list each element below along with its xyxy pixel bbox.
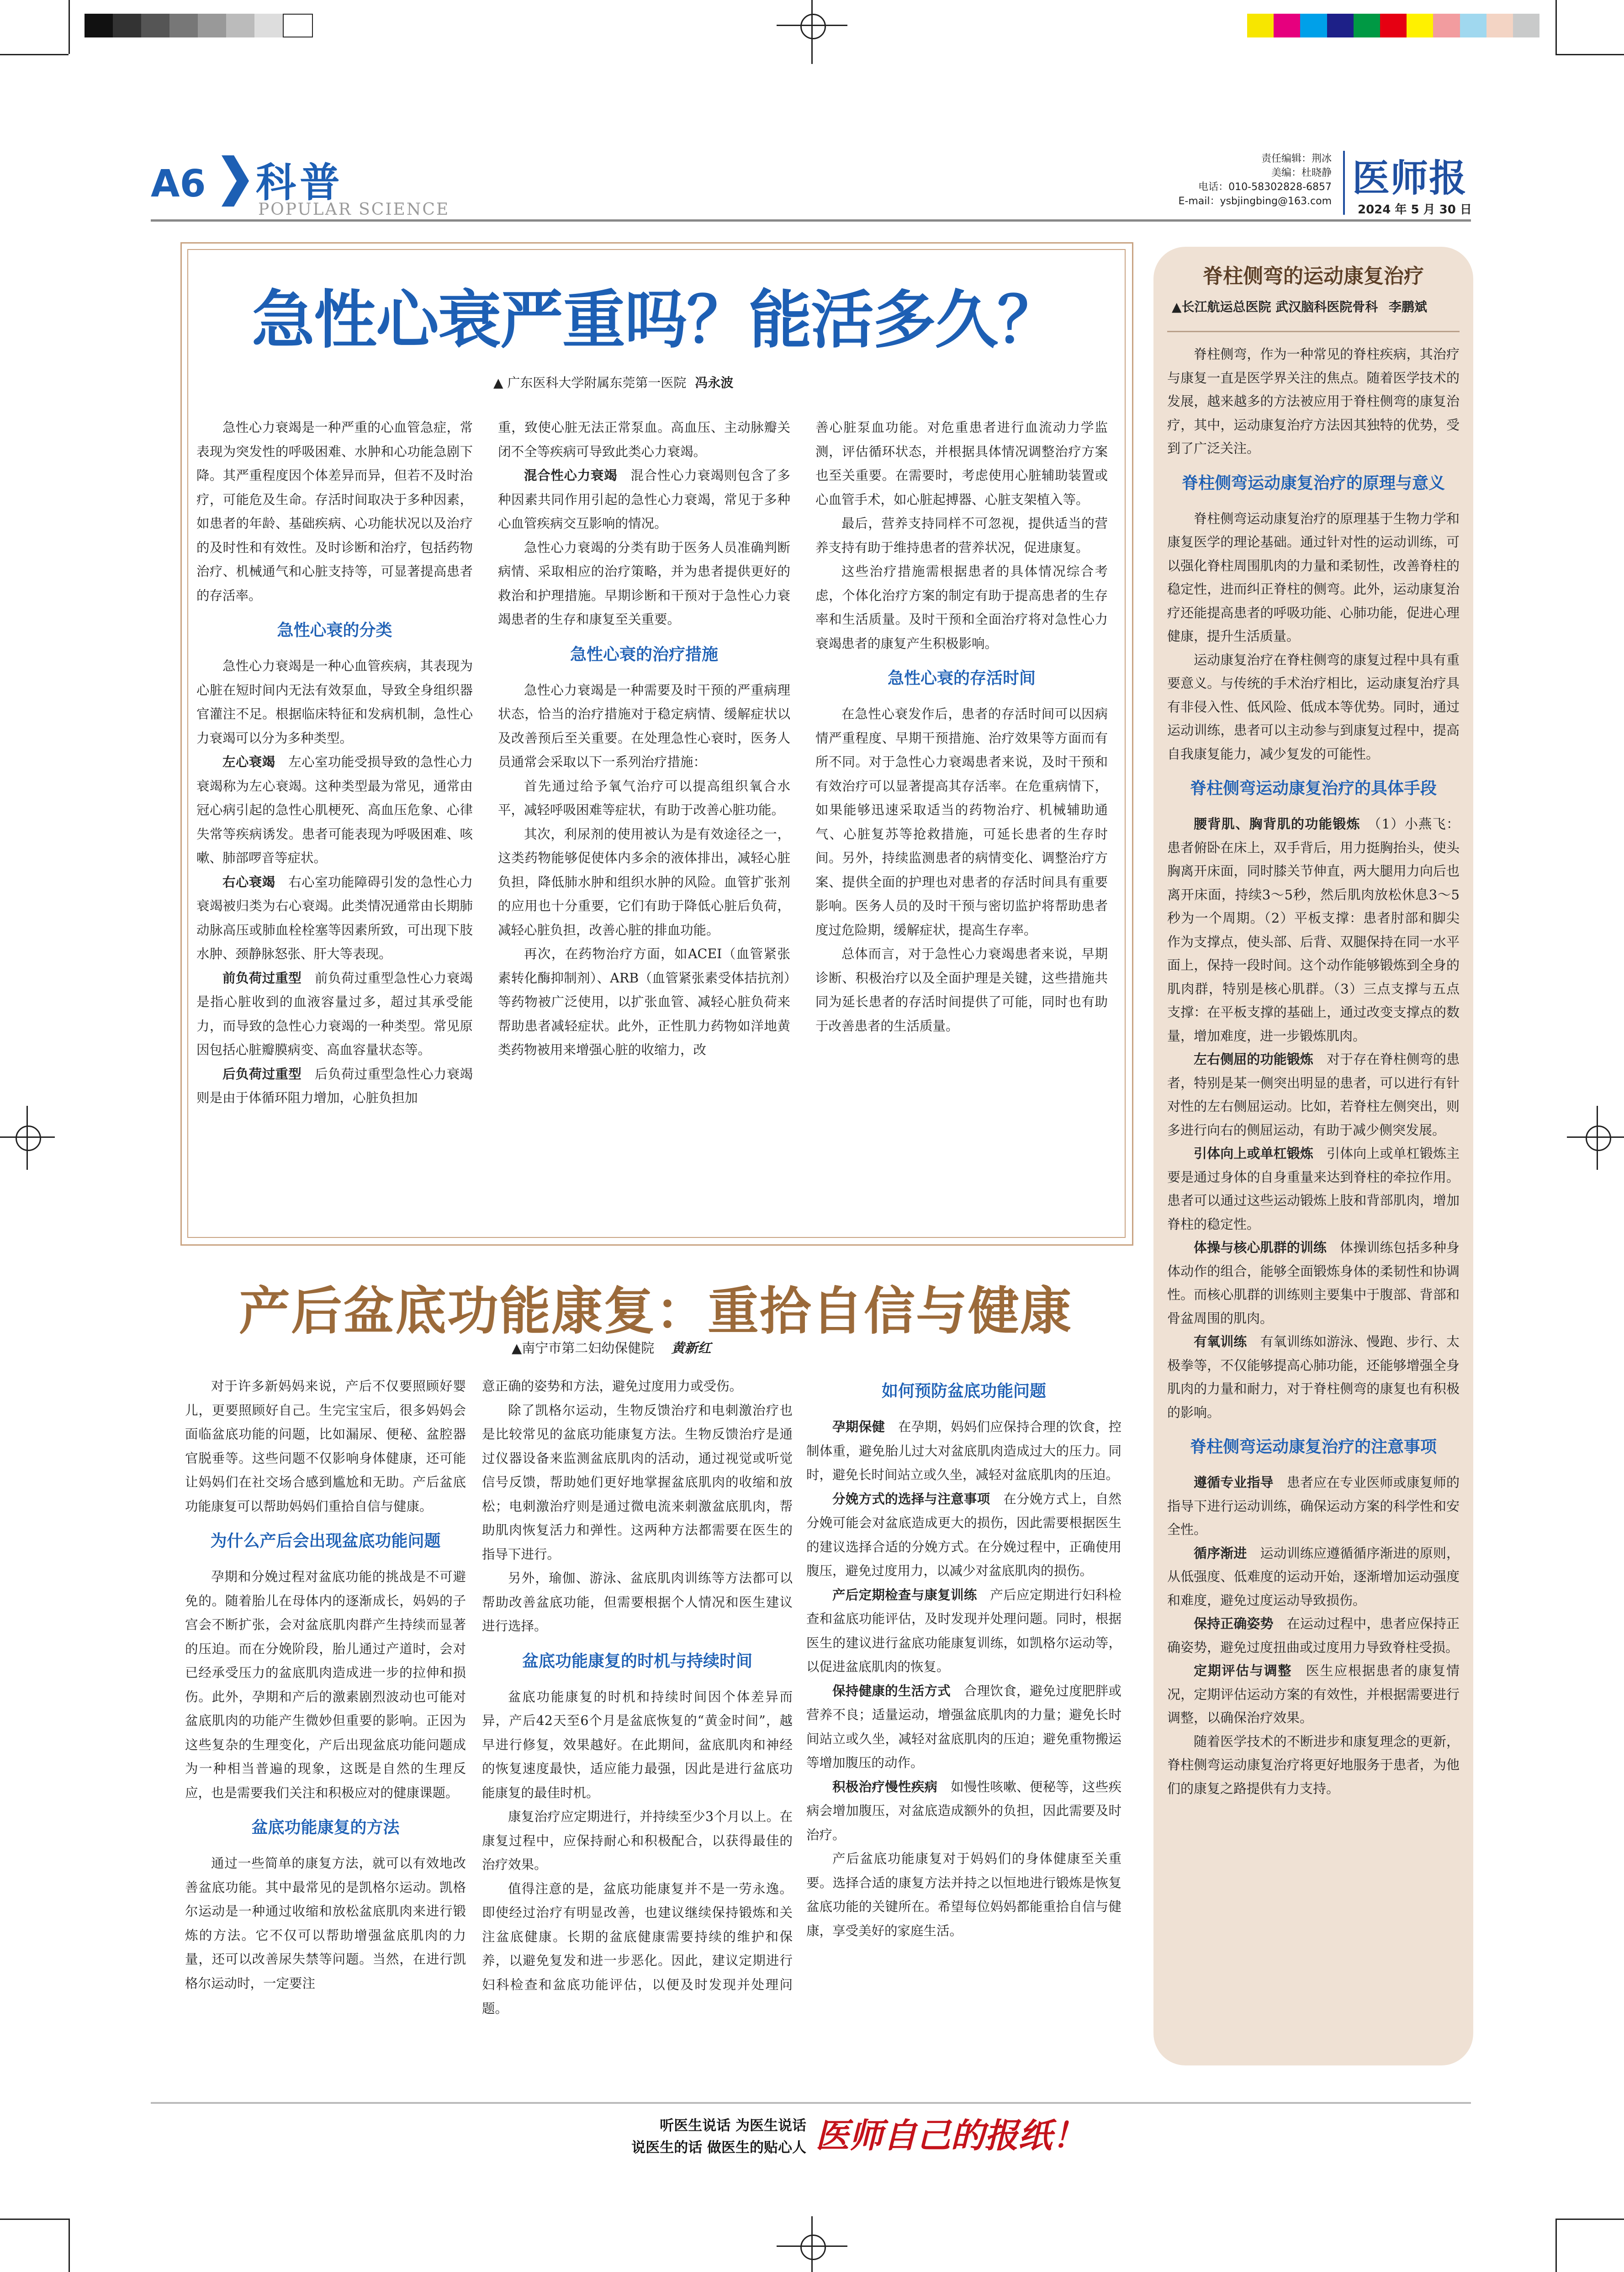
paragraph-text: 总体而言，对于急性心力衰竭患者来说，早期诊断、积极治疗以及全面护理是关键，这些措施共同为延长患者的存活时间提供了可能，同时也有助于改善患者的生活质量。 [815, 946, 1108, 1034]
article1-byline [493, 373, 733, 391]
paragraph [806, 1679, 1121, 1775]
paragraph [482, 1375, 793, 1399]
paragraph-text: 对于许多新妈妈来说，产后不仅要照顾好婴儿，更要照顾好自己。生完宝宝后，很多妈妈会面临盆底功能的问题，比如漏尿、便秘、盆腔器官脱垂等。这些问题不仅影响身体健康，还可能让妈妈们在社交场合感到尴尬和无助。产后盆底功能康复可以帮助妈妈们重拾自信与健康。 [185, 1379, 466, 1514]
paragraph-text: 在孕期，妈妈们应保持合理的饮食，控制体重，避免胎儿过大对盆底肌肉造成过大的压力。同时，避免长时间站立或久坐，减轻对盆底肌肉的压迫。 [806, 1419, 1121, 1482]
section-heading: 脊柱侧弯运动康复治疗的注意事项 [1190, 1438, 1437, 1456]
paragraph [1167, 1542, 1460, 1613]
paragraph [1167, 648, 1460, 766]
article1-byline-org: ▲ 广东医科大学附属东莞第一医院 [493, 375, 687, 390]
paragraph [498, 775, 790, 823]
paragraph-text: 如慢性咳嗽、便秘等，这些疾病会增加腹压，对盆底造成额外的负担，因此需要及时治疗。 [806, 1779, 1121, 1842]
paragraph-lead: 保持正确姿势 [1194, 1616, 1274, 1631]
paragraph [806, 1415, 1121, 1487]
footer-slogan-2: 说医生的话 做医生的贴心人 [631, 2139, 806, 2156]
paragraph-text: 急性心力衰竭是一种需要及时干预的严重病理状态，恰当的治疗措施对于稳定病情、缓解症状以及改善预后至关重要。在处理急性心衰时，医务人员通常会采取以下一系列治疗措施： [498, 682, 790, 770]
paragraph-text: 在急性心衰发作后，患者的存活时间可以因病情严重程度、早期干预措施、治疗效果等方面而有所不同。对于急性心力衰竭患者来说，及时干预和有效治疗可以显著提高其存活率。在危重病情下，如果能够迅速采取适当的药物治疗、机械辅助通气、心脏复苏等抢救措施，可延长患者的生存时间。另外，持续监测患者的病情变化、调整治疗方案、提供全面的护理也对患者的存活时间具有重要影响。医务人员的及时干预与密切监护将帮助患者度过危险期，缓解症状，提高生存率。 [815, 706, 1108, 938]
paragraph [1167, 1330, 1460, 1424]
sidebar-author: 李鹏斌 [1389, 299, 1428, 314]
paragraph-lead: 分娩方式的选择与注意事项 [832, 1491, 990, 1507]
contact-email: E-mail：ysbjingbing@163.com [1178, 196, 1332, 207]
paragraph [482, 1877, 793, 2021]
paragraph-text: 意正确的姿势和方法，避免过度用力或受伤。 [482, 1379, 743, 1394]
paragraph-lead: 保持健康的生活方式 [832, 1683, 951, 1699]
paragraph [185, 1852, 466, 1996]
paragraph [815, 702, 1108, 942]
paragraph [196, 871, 473, 966]
sidebar-byline-org: ▲长江航运总医院 武汉脑科医院骨科 [1172, 299, 1378, 314]
paragraph-text: 体操训练包括多种身体动作的组合，能够全面锻炼身体的柔韧性和协调性。而核心肌群的训练则主要集中于腹部、背部和骨盆周围的肌肉。 [1167, 1240, 1460, 1326]
paragraph [196, 966, 473, 1062]
section-heading: 盆底功能康复的时机与持续时间 [522, 1651, 752, 1671]
paragraph [482, 1685, 793, 1805]
masthead-logo: 医师报 [1352, 157, 1468, 200]
editor-name: 责任编辑：荆冰 [1261, 153, 1332, 165]
print-color-bar [1247, 14, 1539, 37]
paragraph-lead: 左右侧屈的功能锻炼 [1194, 1051, 1313, 1067]
paragraph-lead: 后负荷过重型 [222, 1066, 302, 1082]
paragraph-text: 随着医学技术的不断进步和康复理念的更新，脊柱侧弯运动康复治疗将更好地服务于患者，为他们的康复之路提供有力支持。 [1167, 1733, 1460, 1796]
article1-column-3 [815, 416, 1108, 1038]
footer-slogan-1: 听医生说话 为医生说话 [660, 2118, 806, 2134]
paragraph-lead: 积极治疗慢性疾病 [832, 1779, 938, 1794]
section-heading: 急性心衰的存活时间 [887, 669, 1036, 688]
paragraph-text: 康复治疗应定期进行，并持续至少3个月以上。在康复过程中，应保持耐心和积极配合，以获得最佳的治疗效果。 [482, 1809, 793, 1872]
article2-title: 产后盆底功能康复：重拾自信与健康 [239, 1282, 1072, 1341]
paragraph-text: 后负荷过重型急性心力衰竭则是由于体循环阻力增加，心脏负担加 [196, 1066, 473, 1105]
paragraph [815, 416, 1108, 512]
footer-slogan-script: 医师自己的报纸！ [815, 2116, 1086, 2155]
paragraph [1167, 1471, 1460, 1542]
paragraph-text: 急性心力衰竭是一种严重的心血管急症，常表现为突发性的呼吸困难、水肿和心功能急剧下降。其严重程度因个体差异而异，但若不及时治疗，可能危及生命。存活时间取决于多种因素，如患者的年龄、基础疾病、心功能状况以及治疗的及时性和有效性。及时诊断和治疗，包括药物治疗、机械通气和心脏支持等，可显著提高患者的存活率。 [196, 420, 473, 603]
paragraph-text: 运动康复治疗在脊柱侧弯的康复过程中具有重要意义。与传统的手术治疗相比，运动康复治疗具有非侵入性、低风险、低成本等优势。同时，通过运动训练，患者可以主动参与到康复过程中，提高自我康复能力，减少复发的可能性。 [1167, 652, 1460, 762]
article2-byline-org: ▲南宁市第二妇幼保健院 [512, 1340, 655, 1356]
paragraph [1167, 507, 1460, 648]
paragraph-text: 脊柱侧弯，作为一种常见的脊柱疾病，其治疗与康复一直是医学界关注的焦点。随着医学技术的发展，越来越多的方法被应用于脊柱侧弯的康复治疗，其中，运动康复治疗方法因其独特的优势，受到了广泛关注。 [1167, 346, 1460, 456]
article2-byline [512, 1338, 711, 1357]
paragraph-lead: 左心衰竭 [222, 754, 275, 770]
paragraph-text: （1）小燕飞：患者俯卧在床上，双手背后，用力挺胸抬头，使头胸离开床面，同时膝关节伸直，两大腿用力向后也离开床面，持续3～5秒，然后肌肉放松休息3～5秒为一个周期。（2）平板支撑：患者肘部和脚尖作为支撑点，使头部、后背、双腿保持在同一水平面上，保持一段时间。这个动作能够锻炼到全身的肌肉群，特别是核心肌群。（3）三点支撑与五点支撑：在平板支撑的基础上，通过改变支撑点的数量，增加难度，进一步锻炼肌肉。 [1167, 816, 1460, 1044]
paragraph-text: 再次，在药物治疗方面，如ACEI（血管紧张素转化酶抑制剂）、ARB（血管紧张素受体拮抗剂）等药物被广泛使用，以扩张血管、减轻心脏负荷来帮助患者减轻症状。此外，正性肌力药物如洋地黄类药物被用来增强心脏的收缩力，改 [498, 946, 790, 1057]
paragraph-text: 重，致使心脏无法正常泵血。高血压、主动脉瓣关闭不全等疾病可导致此类心力衰竭。 [498, 420, 790, 459]
header-arrow-icon [222, 155, 249, 207]
paragraph-text: 首先通过给予氧气治疗可以提高组织氧合水平，减轻呼吸困难等症状，有助于改善心脏功能。 [498, 778, 790, 817]
section-title: 科普 [256, 159, 344, 206]
section-heading: 急性心衰的治疗措施 [570, 645, 718, 664]
paragraph-text: 患者应在专业医师或康复师的指导下进行运动训练，确保运动方案的科学性和安全性。 [1167, 1475, 1460, 1537]
page-number: A6 [151, 162, 206, 206]
paragraph [498, 823, 790, 943]
paragraph-text: 除了凯格尔运动，生物反馈治疗和电刺激治疗也是比较常见的盆底功能康复方法。生物反馈治疗是通过仪器设备来监测盆底肌肉的活动，通过视觉或听觉信号反馈，帮助她们更好地掌握盆底肌肉的收缩和放松；电刺激治疗则是通过微电流来刺激盆底肌肉，帮助肌肉恢复活力和弹性。这两种方法都需要在医生的指导下进行。 [482, 1402, 793, 1562]
paragraph [1167, 1612, 1460, 1659]
paragraph [1167, 1048, 1460, 1142]
paragraph [806, 1847, 1121, 1943]
paragraph [196, 750, 473, 871]
paragraph-lead: 有氧训练 [1194, 1334, 1247, 1349]
paragraph-text: 有氧训练如游泳、慢跑、步行、太极拳等，不仅能够提高心肺功能，还能够增强全身肌肉的力量和耐力，对于脊柱侧弯的康复也有积极的影响。 [1167, 1334, 1460, 1420]
paragraph [815, 512, 1108, 560]
masthead-divider [1343, 151, 1345, 215]
section-heading: 如何预防盆底功能问题 [881, 1382, 1046, 1401]
paragraph-text: 引体向上或单杠锻炼主要是通过身体的自身重量来达到脊柱的牵拉作用。患者可以通过这些运动锻炼上肢和背部肌肉，增加脊柱的稳定性。 [1167, 1146, 1460, 1232]
paragraph-text: 急性心力衰竭的分类有助于医务人员准确判断病情、采取相应的治疗策略，并为患者提供更好的救治和护理措施。早期诊断和干预对于急性心力衰竭患者的生存和康复至关重要。 [498, 540, 790, 627]
paragraph [196, 1062, 473, 1110]
paragraph-lead: 循序渐进 [1194, 1545, 1247, 1561]
sidebar-title: 脊柱侧弯的运动康复治疗 [1203, 265, 1424, 288]
section-heading: 脊柱侧弯运动康复治疗的原理与意义 [1181, 473, 1445, 493]
paragraph-text: 前负荷过重型急性心力衰竭是指心脏收到的血液容量过多，超过其承受能力，而导致的急性心力衰竭的一种类型。常见原因包括心脏瓣膜病变、高血容量状态等。 [196, 970, 473, 1057]
paragraph-text: 另外，瑜伽、游泳、盆底肌肉训练等方法都可以帮助改善盆底功能，但需要根据个人情况和医生建议进行选择。 [482, 1571, 793, 1634]
article2-column-2 [482, 1375, 793, 2021]
paragraph [482, 1805, 793, 1877]
paragraph [185, 1565, 466, 1805]
paragraph [196, 654, 473, 750]
article2-author: 黄新红 [671, 1340, 711, 1356]
paragraph-text: 最后，营养支持同样不可忽视，提供适当的营养支持有助于维持患者的营养状况，促进康复。 [815, 516, 1108, 555]
paragraph-text: 运动训练应遵循循序渐进的原则，从低强度、低难度的运动开始，逐渐增加运动强度和难度，避免过度运动导致损伤。 [1167, 1545, 1460, 1608]
section-subtitle: POPULAR SCIENCE [258, 200, 450, 219]
article2-column-1 [185, 1375, 466, 1996]
paragraph-lead: 引体向上或单杠锻炼 [1194, 1146, 1313, 1161]
paragraph-text: 混合性心力衰竭则包含了多种因素共同作用引起的急性心力衰竭，常见于多种心血管疾病交互影响的情况。 [498, 468, 790, 531]
designer-name: 美编：杜晓静 [1271, 167, 1332, 179]
paragraph-lead: 混合性心力衰竭 [524, 468, 618, 483]
paragraph-text: 善心脏泵血功能。对危重患者进行血流动力学监测，评估循环状态，并根据具体情况调整治疗方案也至关重要。在需要时，考虑使用心脏辅助装置或心血管手术，如心脏起搏器、心脏支架植入等。 [815, 420, 1108, 507]
paragraph [196, 416, 473, 608]
paragraph [815, 560, 1108, 656]
paragraph-lead: 体操与核心肌群的训练 [1194, 1240, 1327, 1255]
section-heading: 脊柱侧弯运动康复治疗的具体手段 [1190, 779, 1437, 798]
paragraph-text: 脊柱侧弯运动康复治疗的原理基于生物力学和康复医学的理论基础。通过针对性的运动训练，可以强化脊柱周围肌肉的力量和柔韧性，改善脊柱的稳定性，进而纠正脊柱的侧弯。此外，运动康复治疗还能提高患者的呼吸功能、心肺功能，促进心理健康，提升生活质量。 [1167, 510, 1460, 644]
paragraph [498, 679, 790, 775]
paragraph-text: 对于存在脊柱侧弯的患者，特别是某一侧突出明显的患者，可以进行有针对性的左右侧屈运动。比如，若脊柱左侧突出，则多进行向右的侧屈运动，有助于减少侧突发展。 [1167, 1051, 1460, 1138]
contact-phone: 电话：010-58302828-6857 [1198, 181, 1332, 193]
paragraph-lead: 孕期保健 [832, 1419, 885, 1434]
paragraph [806, 1775, 1121, 1847]
paragraph [1167, 1236, 1460, 1330]
paragraph [806, 1583, 1121, 1679]
paragraph [815, 942, 1108, 1038]
paragraph [498, 942, 790, 1062]
print-gray-bar [85, 14, 313, 37]
paragraph-text: 在运动过程中，患者应保持正确姿势，避免过度扭曲或过度用力导致脊柱受损。 [1167, 1616, 1460, 1655]
paragraph-text: 合理饮食，避免过度肥胖或营养不良；适量运动，增强盆底肌肉的力量；避免长时间站立或久坐，减轻对盆底肌肉的压迫；避免重物搬运等增加腹压的动作。 [806, 1683, 1121, 1770]
paragraph-text: 值得注意的是，盆底功能康复并不是一劳永逸。即使经过治疗有明显改善，也建议继续保持锻炼和关注盆底健康。长期的盆底健康需要持续的维护和保养，以避免复发和进一步恶化。因此，建议定期进行妇科检查和盆底功能评估，以便及时发现并处理问题。 [482, 1881, 793, 2016]
paragraph-lead: 腰背肌、胸背肌的功能锻炼 [1194, 816, 1361, 832]
paragraph-text: 孕期和分娩过程对盆底功能的挑战是不可避免的。随着胎儿在母体内的逐渐成长，妈妈的子宫会不断扩张，会对盆底肌肉群产生持续而显著的压迫。而在分娩阶段，胎儿通过产道时，会对已经承受压力的盆底肌肉造成进一步的拉伸和损伤。此外，孕期和产后的激素剧烈波动也可能对盆底肌肉的功能产生微妙但重要的影响。正因为这些复杂的生理变化，产后出现盆底功能问题成为一种相当普遍的现象，这既是自然的生理反应，也是需要我们关注和积极应对的健康课题。 [185, 1569, 466, 1800]
paragraph [185, 1375, 466, 1518]
paragraph-text: 急性心力衰竭是一种心血管疾病，其表现为心脏在短时间内无法有效泵血，导致全身组织器官灌注不足。根据临床特征和发病机制，急性心力衰竭可以分为多种类型。 [196, 658, 473, 746]
header-rule [151, 219, 1471, 222]
paragraph-lead: 前负荷过重型 [222, 970, 302, 986]
article1-column-1 [196, 416, 473, 1110]
article1-column-2 [498, 416, 790, 1062]
sidebar-body [1167, 343, 1460, 1800]
paragraph [1167, 812, 1460, 1048]
paragraph [1167, 1142, 1460, 1236]
sidebar-rule [1167, 331, 1460, 332]
paragraph-text: 医生应根据患者的康复情况，定期评估运动方案的有效性，并根据需要进行调整，以确保治疗效果。 [1167, 1663, 1460, 1725]
paragraph-lead: 右心衰竭 [222, 874, 275, 890]
footer-rule [151, 2102, 1471, 2104]
paragraph-text: 盆底功能康复的时机和持续时间因个体差异而异，产后42天至6个月是盆底恢复的“黄金时间”，越早进行修复，效果越好。在此期间，盆底肌肉和神经的恢复速度最快，适应能力最强，因此是进行盆底功能康复的最佳时机。 [482, 1689, 793, 1800]
paragraph [1167, 1659, 1460, 1730]
paragraph [498, 536, 790, 632]
editor-info [1151, 152, 1332, 208]
section-heading: 盆底功能康复的方法 [251, 1818, 400, 1837]
paragraph-text: 左心室功能受损导致的急性心力衰竭称为左心衰竭。这种类型最为常见，通常由冠心病引起的急性心肌梗死、高血压危象、心律失常等疾病诱发。患者可能表现为呼吸困难、咳嗽、肺部啰音等症状。 [196, 754, 473, 865]
paragraph-lead: 遵循专业指导 [1194, 1475, 1274, 1490]
paragraph [482, 1566, 793, 1639]
paragraph-text: 产后应定期进行妇科检查和盆底功能评估，及时发现并处理问题。同时，根据医生的建议进行盆底功能康复训练，如凯格尔运动等，以促进盆底肌肉的恢复。 [806, 1587, 1121, 1674]
paragraph [482, 1399, 793, 1567]
paragraph [1167, 343, 1460, 461]
issue-date: 2024 年 5 月 30 日 [1358, 203, 1472, 217]
section-heading: 急性心衰的分类 [277, 621, 392, 640]
paragraph [498, 416, 790, 464]
article1-title: 急性心衰严重吗？能活多久？ [251, 283, 1059, 357]
sidebar-byline [1172, 297, 1464, 315]
paragraph-text: 产后盆底功能康复对于妈妈们的身体健康至关重要。选择合适的康复方法并持之以恒地进行锻炼是恢复盆底功能的关键所在。希望每位妈妈都能重拾自信与健康，享受美好的家庭生活。 [806, 1851, 1121, 1938]
paragraph-text: 右心室功能障碍引发的急性心力衰竭被归类为右心衰竭。此类情况通常由长期肺动脉高压或肺血栓栓塞等因素所致，可出现下肢水肿、颈静脉怒张、肝大等表现。 [196, 874, 473, 961]
paragraph-lead: 定期评估与调整 [1194, 1663, 1292, 1678]
section-heading: 为什么产后会出现盆底功能问题 [210, 1532, 441, 1550]
article1-author: 冯永波 [695, 375, 734, 390]
paragraph [498, 464, 790, 536]
paragraph [1167, 1730, 1460, 1801]
paragraph-text: 在分娩方式上，自然分娩可能会对盆底造成更大的损伤，因此需要根据医生的建议选择合适的分娩方式。在分娩过程中，正确使用腹压，避免过度用力，以减少对盆底肌肉的损伤。 [806, 1491, 1121, 1578]
paragraph-lead: 产后定期检查与康复训练 [832, 1587, 977, 1603]
paragraph-text: 通过一些简单的康复方法，就可以有效地改善盆底功能。其中最常见的是凯格尔运动。凯格尔运动是一种通过收缩和放松盆底肌肉来进行锻炼的方法。它不仅可以帮助增强盆底肌肉的力量，还可以改善尿失禁等问题。当然，在进行凯格尔运动时，一定要注 [185, 1856, 466, 1991]
paragraph [806, 1487, 1121, 1583]
paragraph-text: 这些治疗措施需根据患者的具体情况综合考虑，个体化治疗方案的制定有助于提高患者的生存率和生活质量。及时干预和全面治疗将对急性心力衰竭患者的康复产生积极影响。 [815, 564, 1108, 651]
footer-slogans [578, 2115, 806, 2159]
paragraph-text: 其次，利尿剂的使用被认为是有效途径之一，这类药物能够促使体内多余的液体排出，减轻心脏负担，降低肺水肿和组织水肿的风险。血管扩张剂的应用也十分重要，它们有助于降低心脏后负荷，减轻心脏负担，改善心脏的排血功能。 [498, 826, 790, 938]
article2-column-3 [806, 1369, 1121, 1943]
